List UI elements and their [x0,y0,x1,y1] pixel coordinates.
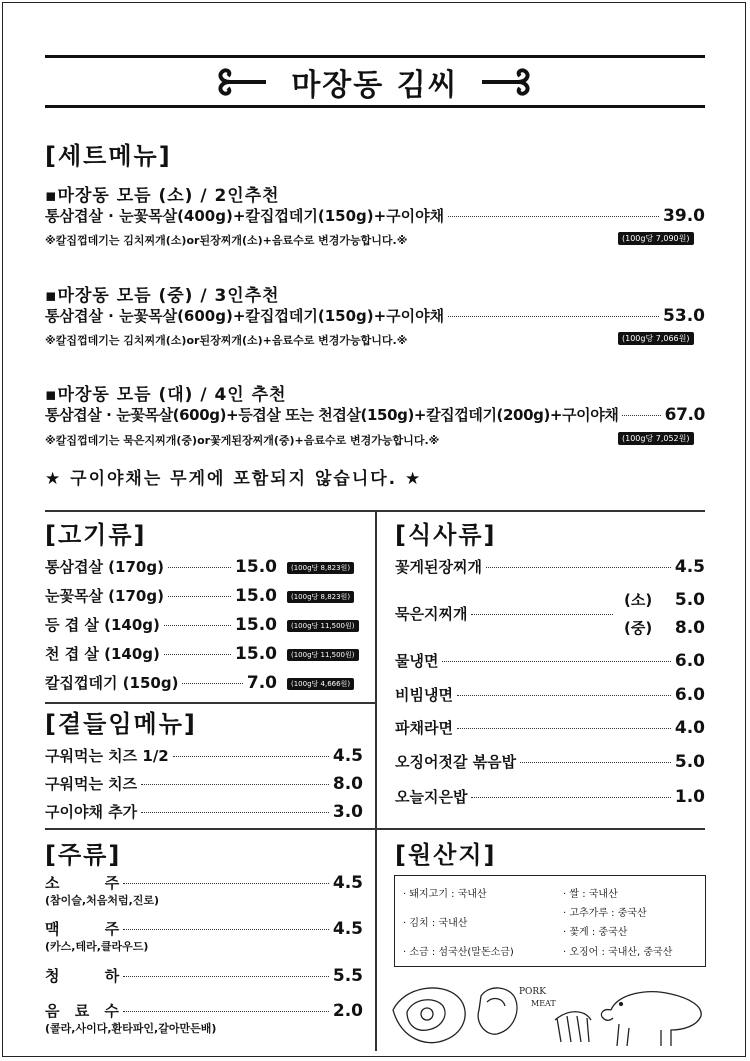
side-row [45,801,363,822]
meal-row [624,589,705,610]
meat-price: 15.0 [235,586,277,606]
meal-name: 파채라면 [395,719,453,737]
meat-price: 15.0 [235,557,277,577]
meal-row [395,786,705,807]
drink-name: 청 하 [45,967,120,985]
size-label: (소) [624,591,653,609]
unit-price-badge: (100g당 8,823원) [287,562,354,574]
meat-price: 15.0 [235,644,277,664]
drink-name: 음 료 수 [45,1002,119,1020]
unit-price-badge: (100g당 4,666원) [287,678,354,690]
meat-illustration [385,972,715,1052]
meat-price: 15.0 [235,615,277,635]
meal-name: 꽃게된장찌개 [395,558,482,576]
meal-price: 6.0 [674,651,705,671]
top-rule [45,55,705,58]
meat-row [45,672,277,693]
set-item-note: ※칼집껍데기는 묵은지찌개(중)or꽃게된장찌개(중)+음료수로 변경가능합니다.※ [45,434,440,447]
meal-price: 4.5 [674,557,705,577]
size-label: (중) [624,619,653,637]
side-name: 구워먹는 치즈 1/2 [45,747,169,765]
vegetable-footnote: ★ 구이야채는 무게에 포함되지 않습니다. ★ [45,469,423,489]
sides-heading: [곁들임메뉴] [45,710,197,738]
set-item-row [45,305,705,326]
origin-pork: · 돼지고기 : 국내산 [403,889,487,900]
side-price: 4.5 [332,746,363,766]
drink-row [45,965,363,986]
origin-kimchi: · 김치 : 국내산 [403,918,468,929]
meal-name: 묵은지찌개 [395,605,468,623]
meal-row [395,751,705,772]
set-item-name: ▪마장동 모듬 (소) / 2인추천 [45,186,280,206]
origin-chili: · 고추가루 : 중국산 [563,908,647,919]
side-price: 3.0 [332,802,363,822]
origin-salt: · 소금 : 섬국산(말돈소금) [403,947,514,958]
drink-row [45,872,363,893]
meal-price: 8.0 [674,618,705,638]
meat-row [45,585,277,606]
origin-box [394,875,706,967]
unit-price-badge: (100g당 7,090원) [618,232,694,245]
set-item-name: ▪마장동 모듬 (대) / 4인 추천 [45,385,287,405]
side-name: 구이야채 추가 [45,803,138,821]
meat-row [45,614,277,635]
set-item-note: ※칼집껍데기는 김치찌개(소)or된장찌개(소)+음료수로 변경가능합니다.※ [45,234,408,247]
meal-name: 오늘지은밥 [395,788,468,806]
drinks-heading: [주류] [45,841,122,869]
unit-price-badge: (100g당 11,500원) [287,649,359,661]
meat-name: 눈꽃목살 (170g) [45,587,164,605]
unit-price-badge: (100g당 7,066원) [618,332,694,345]
set-item-name: ▪마장동 모듬 (중) / 3인추천 [45,286,280,306]
meal-name: 비빔냉면 [395,686,453,704]
drink-row [45,1000,363,1021]
set-item-price: 53.0 [663,306,705,326]
column-divider [375,510,377,828]
meal-row [395,603,617,624]
meat-name: 등 겹 살 (140g) [45,616,160,634]
drink-name: 맥 주 [45,920,120,938]
unit-price-badge: (100g당 7,052원) [618,432,694,445]
origin-squid: · 오징어 : 국내산, 중국산 [563,947,673,958]
set-item-row [45,404,705,425]
set-item-note: ※칼집껍데기는 김치찌개(소)or된장찌개(소)+음료수로 변경가능합니다.※ [45,334,408,347]
pork-label: PORK [519,987,546,997]
meat-row [45,556,277,577]
side-row [45,745,363,766]
bottom-rule [45,105,705,108]
meal-row [624,617,705,638]
drink-brands: (카스,테라,클라우드) [45,940,149,953]
set-menu-heading: [세트메뉴] [45,142,172,170]
meal-row [395,556,705,577]
restaurant-title: 마장동 김씨 [291,68,459,103]
column-divider [375,828,377,1051]
unit-price-badge: (100g당 11,500원) [287,620,359,632]
meal-row [395,717,705,738]
meal-price: 5.0 [674,752,705,772]
meal-row [395,650,705,671]
drink-price: 2.0 [332,1001,363,1021]
set-item-desc: 통삼겹살 · 눈꽃목살(400g)+칼집껍데기(150g)+구이야채 [45,207,445,225]
meat-label: MEAT [531,999,556,1008]
meal-price: 4.0 [674,718,705,738]
meal-price: 1.0 [674,787,705,807]
meal-name: 오징어젓갈 볶음밥 [395,753,517,771]
meal-price: 6.0 [674,685,705,705]
meal-price: 5.0 [674,590,705,610]
meals-heading: [식사류] [395,521,497,549]
meat-row [45,643,277,664]
meat-name: 천 겹 살 (140g) [45,645,160,663]
drink-price: 5.5 [332,966,363,986]
set-item-price: 67.0 [664,405,705,425]
set-item-desc: 통삼겹살 · 눈꽃목살(600g)+등겹살 또는 천겹살(150g)+칼집껍데기(200g)+구이야채 [45,406,619,424]
origin-rice: · 쌀 : 국내산 [563,889,618,900]
drink-brands: (참이슬,처음처럼,진로) [45,894,160,907]
drink-row [45,918,363,939]
set-item-row [45,205,705,226]
meat-name: 칼집껍데기 (150g) [45,674,179,692]
origin-crab: · 꽃게 : 중국산 [563,927,628,938]
origin-heading: [원산지] [395,841,497,869]
drink-price: 4.5 [332,919,363,939]
drink-name: 소 주 [45,874,120,892]
side-price: 8.0 [332,774,363,794]
set-item-desc: 통삼겹살 · 눈꽃목살(600g)+칼집껍데기(150g)+구이야채 [45,307,445,325]
set-item-price: 39.0 [663,206,705,226]
side-row [45,773,363,794]
meal-name: 물냉면 [395,652,439,670]
meat-name: 통삼겹살 (170g) [45,558,164,576]
unit-price-badge: (100g당 8,823원) [287,591,354,603]
meat-price: 7.0 [246,673,277,693]
drink-price: 4.5 [332,873,363,893]
meat-heading: [고기류] [45,521,147,549]
meal-row [395,684,705,705]
drink-brands: (콜라,사이다,환타파인,갈아만든배) [45,1022,217,1035]
side-name: 구워먹는 치즈 [45,775,138,793]
